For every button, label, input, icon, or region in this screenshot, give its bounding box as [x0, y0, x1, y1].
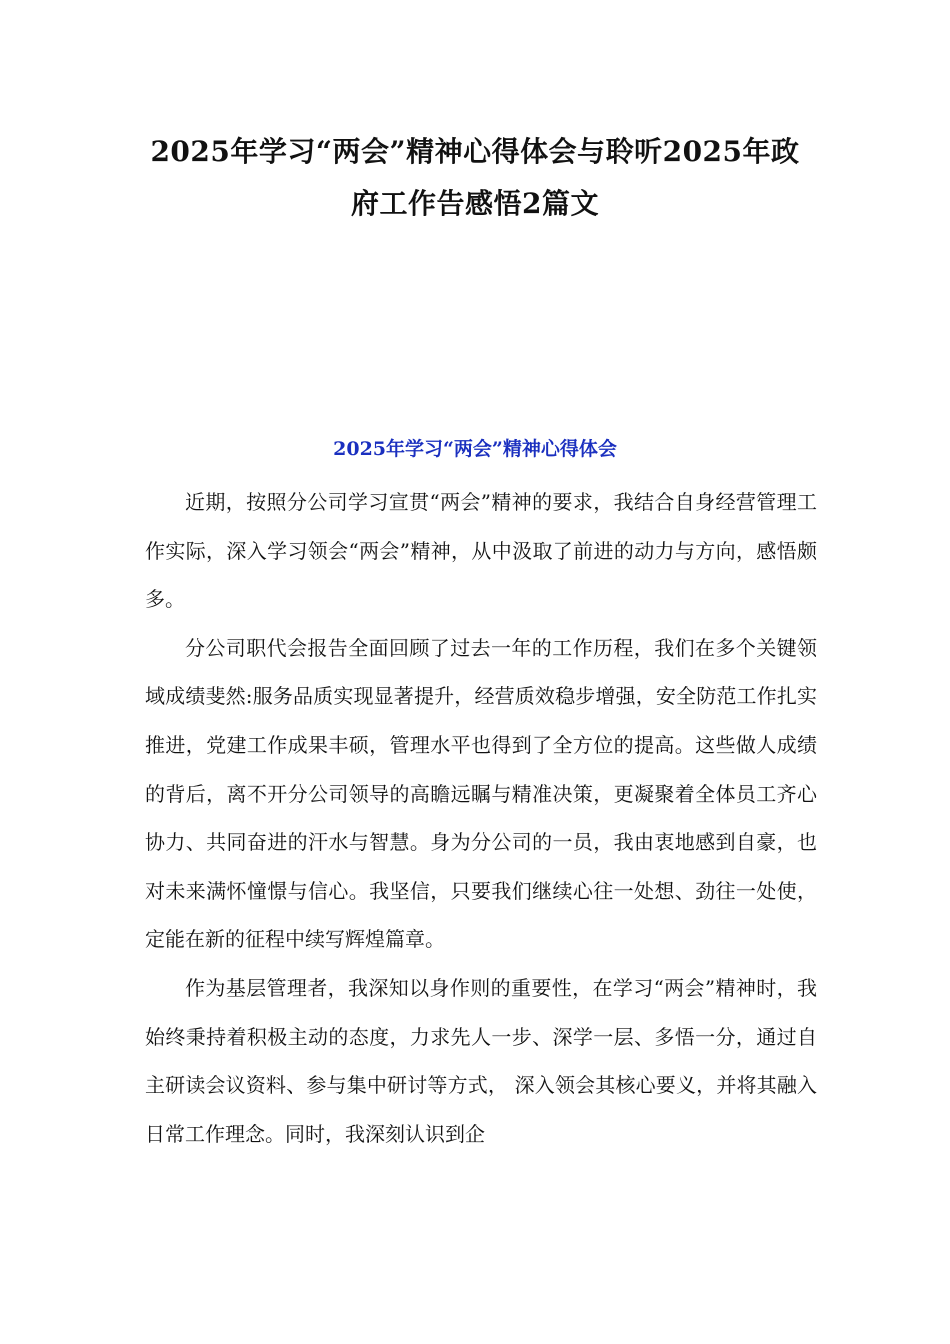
paragraph-1: 近期，按照分公司学习宣贯“两会”精神的要求，我结合自身经营管理工作实际，深入学习领会“两会”精神，从中汲取了前进的动力与方向，感悟颇多。 [145, 490, 817, 612]
section-heading: 2025年学习“两会”精神心得体会 [333, 438, 617, 460]
body-text [145, 478, 817, 1158]
paragraph-3: 作为基层管理者，我深知以身作则的重要性，在学习“两会”精神时，我始终秉持着积极主动的态度，力求先人一步、深学一层、多悟一分，通过自主研读会议资料、参与集中研讨等方式， 深入领会其核心要义，并将其融入日常工作理念。同时，我深刻认识到企 [145, 975, 817, 1146]
document-title-line-2: 府工作告感悟2篇文 [351, 187, 599, 220]
paragraph-2: 分公司职代会报告全面回顾了过去一年的工作历程，我们在多个关键领域成绩斐然:服务品质实现显著提升，经营质效稳步增强，安全防范工作扎实推进，党建工作成果丰硕，管理水平也得到了全方位的提高。这些做人成绩的背后，离不开分公司领导的高瞻远瞩与精准决策，更凝聚着全体员工齐心协力、共同奋进的汗水与智慧。身为分公司的一员，我由衷地感到自豪，也对未来满怀憧憬与信心。我坚信，只要我们继续心往一处想、劲往一处使，定能在新的征程中续写辉煌篇章。 [145, 635, 817, 952]
document-title-line-1: 2025年学习“两会”精神心得体会与聆听2025年政 [150, 135, 800, 168]
document-title [120, 126, 830, 230]
